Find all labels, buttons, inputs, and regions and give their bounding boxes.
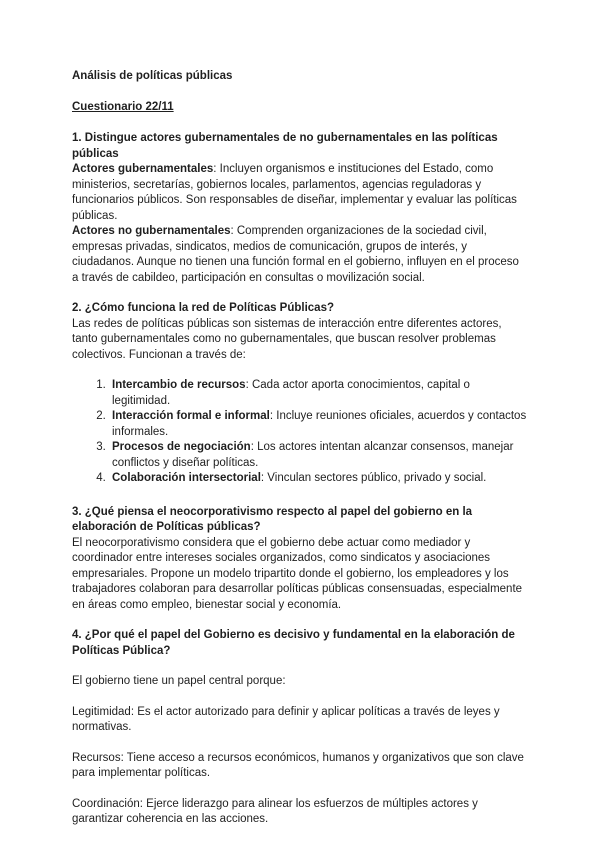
question-3-body: El neocorporativismo considera que el gobierno debe actuar como mediador y coordinador entre intereses sociales organizados, como sindicatos y asociaciones empresariales. Propone un modelo tripartito donde el gobierno, los empleadores y los trabajadores colaboran para desarrollar políticas públicas consensuadas, especialmente en áreas como empleo, bienestar social y economía.	[72, 536, 523, 611]
question-4-intro: El gobierno tiene un papel central porque:	[72, 675, 286, 687]
list-item-label: Procesos de negociación	[112, 441, 251, 453]
question-2-list-wrap	[72, 378, 528, 487]
list-item-label: Intercambio de recursos	[112, 379, 246, 391]
list-item	[109, 440, 528, 471]
document-title: Análisis de políticas públicas	[72, 70, 233, 82]
question-4-section	[72, 628, 528, 828]
question-1-nongov-paragraph	[72, 224, 528, 286]
question-1-gov-paragraph	[72, 162, 528, 224]
question-4-coordination: Coordinación: Ejerce liderazgo para alinear los esfuerzos de múltiples actores y garantizar coherencia en las acciones.	[72, 797, 478, 825]
nongov-actors-label: Actores no gubernamentales	[72, 225, 231, 237]
question-1-heading: 1. Distingue actores gubernamentales de no gubernamentales en las políticas públicas	[72, 132, 498, 160]
gov-actors-text: : Incluyen organismos e instituciones del Estado, como ministerios, secretarías, gobiernos locales, parlamentos, agencias reguladoras y funcionarios públicos. Son responsables de diseñar, implementar y evaluar las políticas públicas.	[72, 163, 517, 222]
list-item-label: Colaboración intersectorial	[112, 472, 261, 484]
list-item-text: : Cada actor aporta conocimientos, capital o legitimidad.	[112, 379, 470, 407]
gov-actors-label: Actores gubernamentales	[72, 163, 214, 175]
list-item	[109, 378, 528, 409]
question-1-section	[72, 131, 528, 286]
question-2-section	[72, 301, 528, 487]
question-4-heading: 4. ¿Por qué el papel del Gobierno es decisivo y fundamental en la elaboración de Políticas Pública?	[72, 629, 515, 657]
document-subtitle: Cuestionario 22/11	[72, 101, 174, 113]
question-4-legitimacy: Legitimidad: Es el actor autorizado para definir y aplicar políticas a través de leyes y normativas.	[72, 705, 500, 733]
list-item-text: : Incluye reuniones oficiales, acuerdos y contactos informales.	[112, 410, 527, 438]
list-item-text: : Vinculan sectores público, privado y social.	[260, 472, 487, 484]
question-3-heading: 3. ¿Qué piensa el neocorporativismo respecto al papel del gobierno en la elaboración de Políticas públicas?	[72, 505, 473, 533]
list-item-text: : Los actores intentan alcanzar consensos, manejar conflictos y diseñar políticas.	[112, 441, 514, 469]
list-item	[109, 409, 528, 440]
question-2-heading: 2. ¿Cómo funciona la red de Políticas Públicas?	[72, 302, 335, 314]
question-2-list	[72, 378, 528, 487]
list-item-label: Interacción formal e informal	[112, 410, 270, 422]
question-4-resources: Recursos: Tiene acceso a recursos económicos, humanos y organizativos que son clave para implementar políticas.	[72, 751, 524, 779]
list-item	[109, 471, 528, 487]
question-3-section	[72, 505, 528, 614]
nongov-actors-text: : Comprenden organizaciones de la sociedad civil, empresas privadas, sindicatos, medios de comunicación, grupos de interés, y ciudadanos. Aunque no tienen una función formal en el gobierno, influyen en el proceso a través de cabildeo, participación en consultas o movilización social.	[72, 225, 519, 284]
question-2-intro: Las redes de políticas públicas son sistemas de interacción entre diferentes actores, tanto gubernamentales como no gubernamentales, que buscan resolver problemas colectivos. Funcionan a través de:	[72, 317, 502, 361]
